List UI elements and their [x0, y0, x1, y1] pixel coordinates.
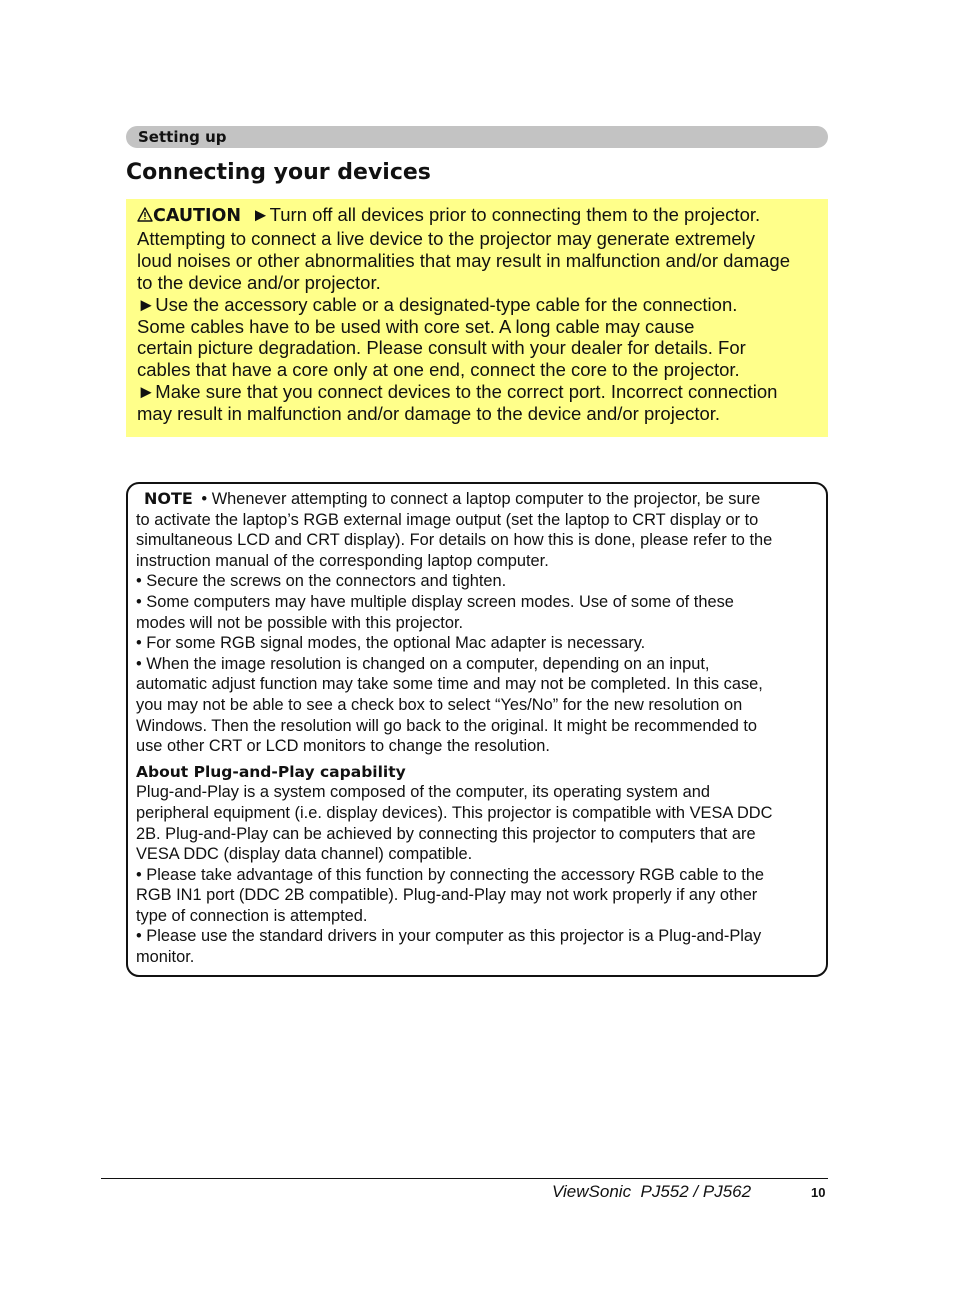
- note-box: [126, 482, 828, 977]
- pnp-line: monitor.: [136, 948, 195, 967]
- caution-line: to the device and/or projector.: [137, 271, 381, 293]
- note-line: Windows. Then the resolution will go back to the original. It might be recommended to: [136, 716, 758, 735]
- pnp-line: RGB IN1 port (DDC 2B compatible). Plug-and-Play may not work properly if any other: [136, 886, 758, 905]
- caution-box: [126, 199, 828, 437]
- note-text: • Whenever attempting to connect a laptop computer to the projector, be sure: [201, 490, 761, 508]
- note-line: automatic adjust function may take some time and may not be completed. In this case,: [136, 675, 763, 694]
- note-line-0: [136, 489, 818, 510]
- caution-line: Some cables have to be used with core set. A long cable may cause: [137, 315, 695, 337]
- footer-product-name: ViewSonic PJ552 / PJ562: [552, 1182, 752, 1201]
- caution-line: ►Make sure that you connect devices to the correct port. Incorrect connection: [137, 381, 778, 403]
- note-line: use other CRT or LCD monitors to change the resolution.: [136, 737, 550, 756]
- pnp-line: Plug-and-Play is a system composed of the computer, its operating system and: [136, 783, 710, 802]
- note-line: modes will not be possible with this projector.: [136, 613, 464, 632]
- pnp-heading: About Plug-and-Play capability: [136, 762, 406, 781]
- section-label: Setting up: [138, 128, 227, 146]
- note-line: • Secure the screws on the connectors and tighten.: [136, 572, 507, 591]
- warning-triangle-icon: [137, 207, 153, 222]
- caution-line: certain picture degradation. Please consult with your dealer for details. For: [137, 337, 746, 359]
- caution-line: ►Use the accessory cable or a designated-type cable for the connection.: [137, 293, 738, 315]
- note-line: • When the image resolution is changed on a computer, depending on an input,: [136, 654, 710, 673]
- caution-label: CAUTION: [153, 206, 242, 226]
- pnp-line: 2B. Plug-and-Play can be achieved by connecting this projector to computers that are: [136, 824, 756, 843]
- caution-line: Attempting to connect a live device to the projector may generate extremely: [137, 227, 756, 249]
- note-label: NOTE: [144, 489, 193, 508]
- pnp-line: type of connection is attempted.: [136, 906, 368, 925]
- footer-divider: [101, 1178, 828, 1179]
- pnp-line: • Please take advantage of this function by connecting the accessory RGB cable to the: [136, 865, 765, 884]
- note-line: • Some computers may have multiple display screen modes. Use of some of these: [136, 592, 734, 611]
- caution-text: Turn off all devices prior to connecting them to the projector.: [269, 204, 761, 225]
- note-line: simultaneous LCD and CRT display). For details on how this is done, please refer to the: [136, 531, 773, 550]
- caution-line: loud noises or other abnormalities that may result in malfunction and/or damage: [137, 249, 790, 271]
- caution-line: cables that have a core only at one end, connect the core to the projector.: [137, 359, 740, 381]
- section-header-bar: [126, 126, 828, 148]
- note-line: you may not be able to see a check box to select “Yes/No” for the new resolution on: [136, 695, 743, 714]
- caution-line-0: [137, 204, 820, 228]
- note-line: • For some RGB signal modes, the optional Mac adapter is necessary.: [136, 634, 646, 653]
- pnp-line: peripheral equipment (i.e. display devices). This projector is compatible with VESA DDC: [136, 803, 773, 822]
- pnp-line: VESA DDC (display data channel) compatible.: [136, 845, 473, 864]
- note-line: to activate the laptop’s RGB external image output (set the laptop to CRT display or to: [136, 510, 759, 529]
- caution-line: may result in malfunction and/or damage to the device and/or projector.: [137, 403, 721, 425]
- pnp-line: • Please use the standard drivers in your computer as this projector is a Plug-and-Play: [136, 927, 762, 946]
- page-number: 10: [811, 1185, 826, 1200]
- note-line: instruction manual of the corresponding laptop computer.: [136, 551, 549, 570]
- page-title: Connecting your devices: [126, 160, 431, 185]
- arrow-icon: ►: [251, 204, 270, 225]
